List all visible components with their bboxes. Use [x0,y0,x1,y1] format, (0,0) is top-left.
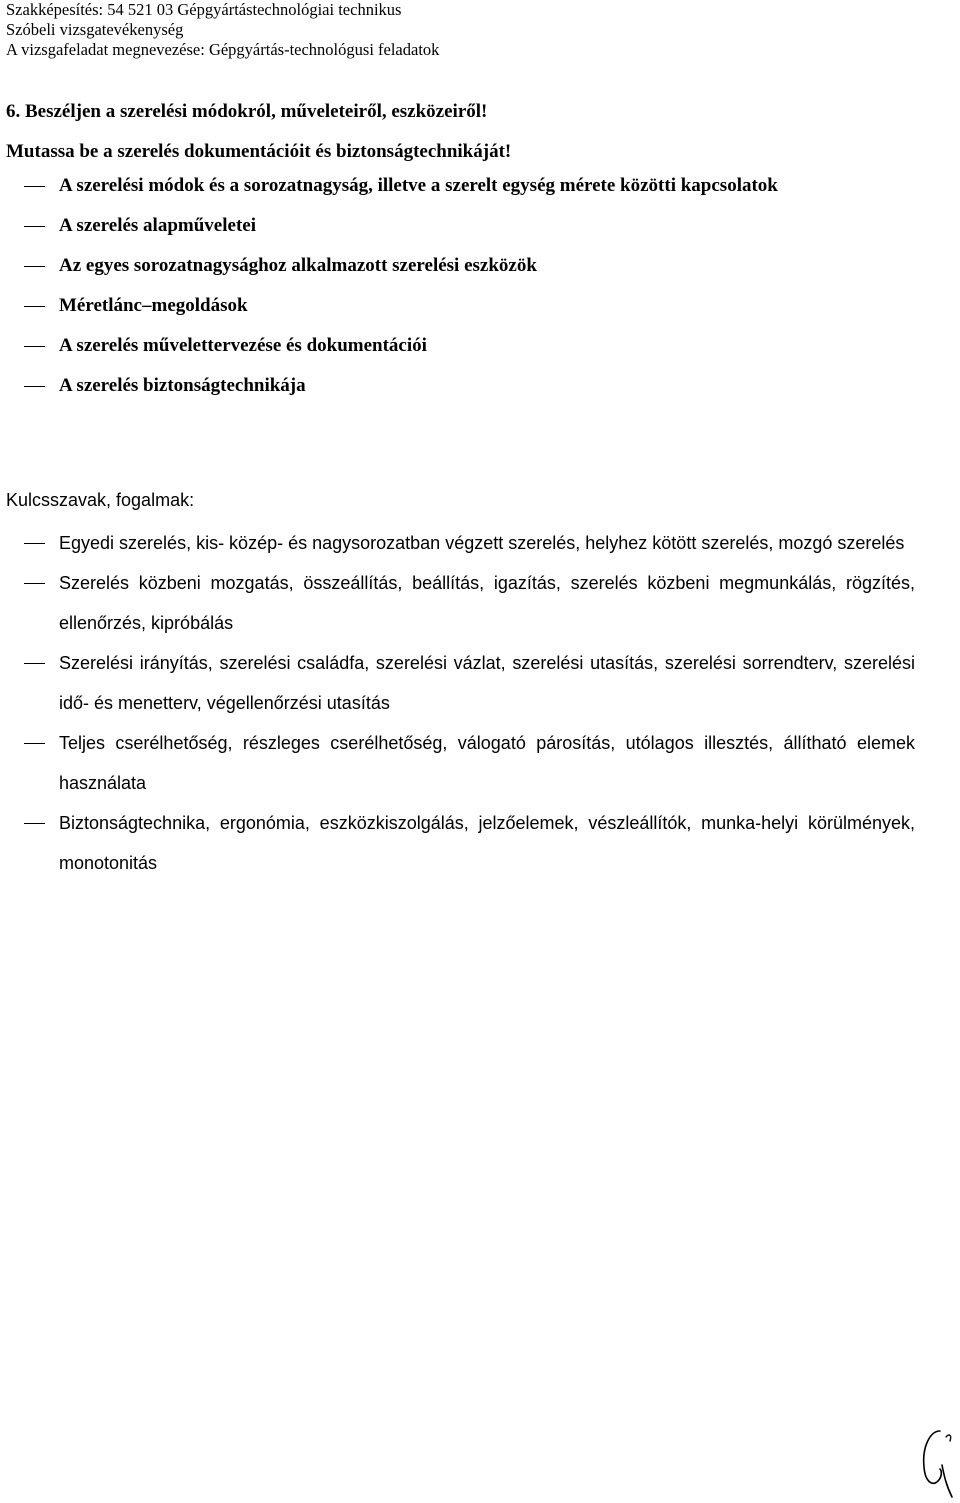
keywords-heading: Kulcsszavak, fogalmak: [6,490,195,510]
topic-text: A szerelés alapműveletei [59,215,256,236]
topic-item [0,366,915,406]
keyword-list [0,523,960,883]
signature-icon [916,1425,956,1501]
dash-bullet [24,186,45,187]
topic-item [0,326,915,366]
keyword-text: Teljes cserélhetőség, részleges cserélhetőség, válogató párosítás, utólagos illesztés, állítható elemek használata [59,733,915,793]
keyword-item [0,803,915,883]
topic-text: A szerelés biztonságtechnikája [59,375,306,396]
keyword-item [0,723,915,803]
keyword-text: Egyedi szerelés, kis- közép- és nagysorozatban végzett szerelés, helyhez kötött szerelés, mozgó szerelés [59,533,905,553]
dash-bullet [24,743,45,744]
question-title [6,92,511,172]
keyword-text: Szerelés közbeni mozgatás, összeállítás, beállítás, igazítás, szerelés közbeni megmunkálás, rögzítés, ellenőrzés, kipróbálás [59,573,915,633]
topic-text: Méretlánc–megoldások [59,295,248,316]
topic-item [0,286,915,326]
dash-bullet [24,266,45,267]
topic-list [0,166,960,406]
dash-bullet [24,583,45,584]
topic-text: Az egyes sorozatnagysághoz alkalmazott szerelési eszközök [59,255,537,276]
topic-text: A szerelés művelettervezése és dokumentációi [59,335,427,356]
topic-item [0,166,915,206]
question-line-1: 6. Beszéljen a szerelési módokról, műveleteiről, eszközeiről! [6,101,488,122]
dash-bullet [24,386,45,387]
keyword-text: Szerelési irányítás, szerelési családfa, szerelési vázlat, szerelési utasítás, szerelési sorrendterv, szerelési idő- és menetterv, végellenőrzési utasítás [59,653,915,713]
dash-bullet [24,306,45,307]
exam-task-line: A vizsgafeladat megnevezése: Gépgyártás-technológusi feladatok [6,40,440,59]
topic-item [0,246,915,286]
dash-bullet [24,663,45,664]
dash-bullet [24,543,45,544]
keyword-item [0,643,915,723]
keyword-item [0,563,915,643]
question-line-2: Mutassa be a szerelés dokumentációit és biztonságtechnikáját! [6,141,512,162]
topic-text: A szerelési módok és a sorozatnagyság, illetve a szerelt egység mérete közötti kapcsolatok [59,175,778,196]
keyword-item [0,523,915,563]
document-header [6,0,439,60]
keyword-text: Biztonságtechnika, ergonómia, eszközkiszolgálás, jelzőelemek, vészleállítók, munka-helyi körülmények, monotonitás [59,813,915,873]
exam-activity-line: Szóbeli vizsgatevékenység [6,20,184,39]
dash-bullet [24,346,45,347]
qualification-line: Szakképesítés: 54 521 03 Gépgyártástechnológiai technikus [6,0,402,19]
dash-bullet [24,226,45,227]
dash-bullet [24,823,45,824]
topic-item [0,206,915,246]
